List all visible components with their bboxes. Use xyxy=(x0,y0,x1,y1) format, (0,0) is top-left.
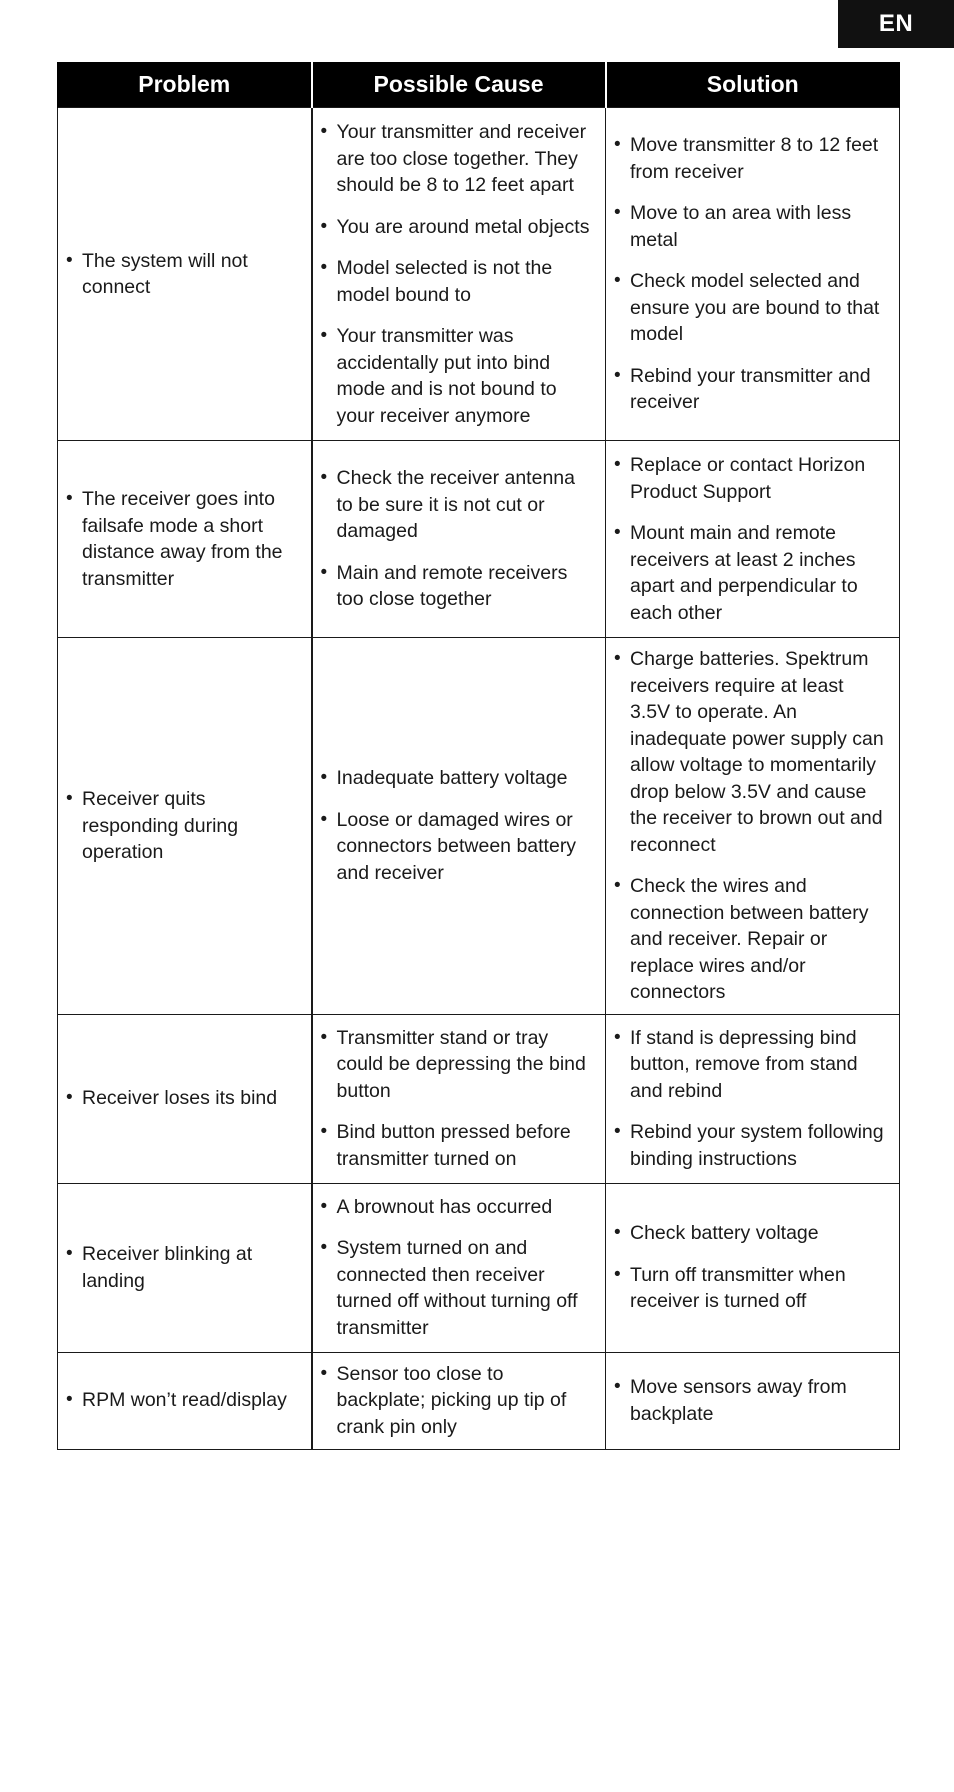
problem-cell xyxy=(58,1014,312,1183)
cause-item: • Main and remote receivers too close together xyxy=(321,560,596,613)
cause-cell xyxy=(312,108,606,441)
problem-cell xyxy=(58,638,312,1015)
solution-cell xyxy=(606,1183,900,1352)
solution-item: • Check battery voltage xyxy=(614,1220,889,1247)
cause-cell xyxy=(312,1183,606,1352)
language-tab: EN xyxy=(838,0,954,48)
cause-item: • Check the receiver antenna to be sure it is not cut or damaged xyxy=(321,465,596,545)
solution-item: • Check the wires and connection between battery and receiver. Repair or replace wires and/or connectors xyxy=(614,873,889,1006)
problem-cell xyxy=(58,441,312,638)
cause-cell xyxy=(312,1014,606,1183)
header-solution: Solution xyxy=(606,62,900,108)
troubleshooting-table xyxy=(57,62,900,1450)
cause-item: • A brownout has occurred xyxy=(321,1194,596,1221)
table-row xyxy=(58,441,900,638)
solution-item: • Check model selected and ensure you are bound to that model xyxy=(614,268,889,348)
problem-text: • Receiver loses its bind xyxy=(66,1085,301,1112)
solution-cell xyxy=(606,1352,900,1449)
problem-text: • The receiver goes into failsafe mode a short distance away from the transmitter xyxy=(66,486,301,592)
cause-item: • Bind button pressed before transmitter turned on xyxy=(321,1119,596,1172)
table-row xyxy=(58,1183,900,1352)
problem-cell xyxy=(58,1183,312,1352)
cause-item: • Loose or damaged wires or connectors between battery and receiver xyxy=(321,807,596,887)
problem-text: • The system will not connect xyxy=(66,248,301,301)
header-problem: Problem xyxy=(58,62,312,108)
solution-cell xyxy=(606,441,900,638)
solution-item: • Move sensors away from backplate xyxy=(614,1374,889,1427)
table-row xyxy=(58,1014,900,1183)
solution-item: • Rebind your transmitter and receiver xyxy=(614,363,889,416)
problem-text: • Receiver quits responding during operation xyxy=(66,786,301,866)
cause-item: • System turned on and connected then receiver turned off without turning off transmitter xyxy=(321,1235,596,1341)
table-row xyxy=(58,638,900,1015)
header-possible-cause: Possible Cause xyxy=(312,62,606,108)
solution-item: • Replace or contact Horizon Product Support xyxy=(614,452,889,505)
problem-text: • Receiver blinking at landing xyxy=(66,1241,301,1294)
solution-cell xyxy=(606,1014,900,1183)
table-row xyxy=(58,1352,900,1449)
problem-cell xyxy=(58,1352,312,1449)
table-row xyxy=(58,108,900,441)
solution-cell xyxy=(606,108,900,441)
solution-cell xyxy=(606,638,900,1015)
solution-item: • Move transmitter 8 to 12 feet from receiver xyxy=(614,132,889,185)
cause-cell xyxy=(312,638,606,1015)
cause-item: • Transmitter stand or tray could be depressing the bind button xyxy=(321,1025,596,1105)
cause-cell xyxy=(312,441,606,638)
cause-item: • Inadequate battery voltage xyxy=(321,765,596,792)
cause-item: • You are around metal objects xyxy=(321,214,596,241)
solution-item: • Turn off transmitter when receiver is turned off xyxy=(614,1262,889,1315)
table-header-row xyxy=(58,62,900,108)
solution-item: • If stand is depressing bind button, remove from stand and rebind xyxy=(614,1025,889,1105)
cause-cell xyxy=(312,1352,606,1449)
cause-item: • Sensor too close to backplate; picking up tip of crank pin only xyxy=(321,1361,596,1441)
solution-item: • Mount main and remote receivers at least 2 inches apart and perpendicular to each other xyxy=(614,520,889,626)
problem-text: • RPM won’t read/display xyxy=(66,1387,301,1414)
solution-item: • Rebind your system following binding instructions xyxy=(614,1119,889,1172)
solution-item: • Move to an area with less metal xyxy=(614,200,889,253)
cause-item: • Your transmitter and receiver are too close together. They should be 8 to 12 feet apart xyxy=(321,119,596,199)
solution-item: • Charge batteries. Spektrum receivers require at least 3.5V to operate. An inadequate power supply can allow voltage to momentarily drop below 3.5V and cause the receiver to brown out and reconnect xyxy=(614,646,889,858)
problem-cell xyxy=(58,108,312,441)
cause-item: • Your transmitter was accidentally put into bind mode and is not bound to your receiver anymore xyxy=(321,323,596,429)
cause-item: • Model selected is not the model bound to xyxy=(321,255,596,308)
